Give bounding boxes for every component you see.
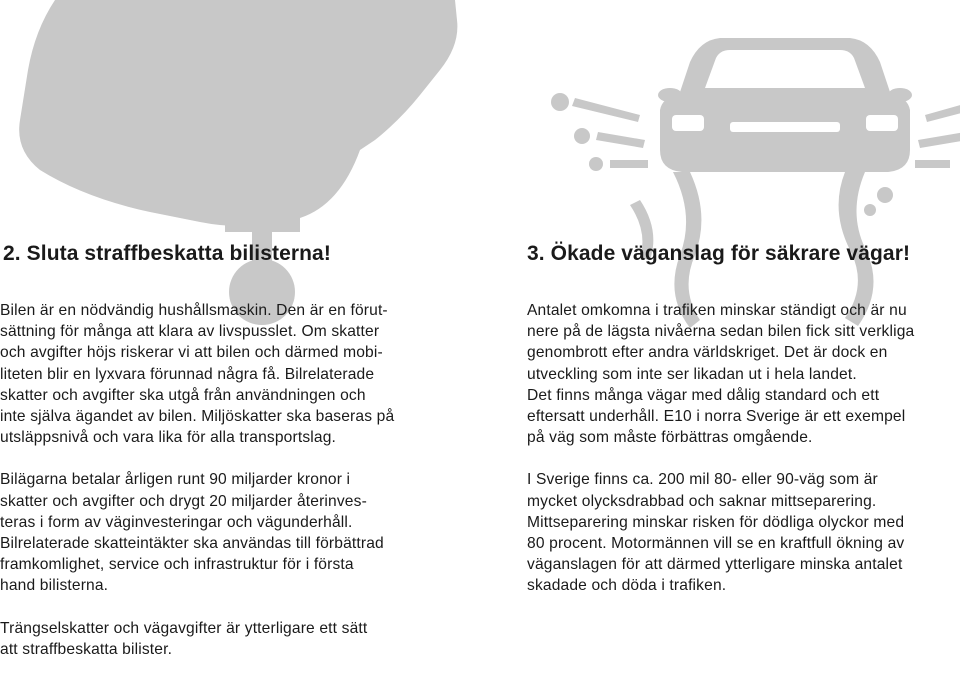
text-line: väganslagen för att därmed ytterligare minska antalet [527, 556, 903, 574]
paragraph [0, 469, 394, 596]
text-line: Det finns många vägar med dålig standard och ett [527, 386, 880, 404]
text-line: Bilrelaterade skatteintäkter ska användas till förbättrad [0, 535, 384, 553]
overturned-car-icon [19, 0, 457, 325]
text-line: skatter och avgifter ska utgå från användningen och [0, 386, 366, 404]
text-line: på väg som måste förbättras omgående. [527, 429, 813, 447]
text-line: sättning för många att klara av livspusslet. Om skatter [0, 323, 380, 341]
paragraph [527, 469, 914, 596]
section-body [0, 300, 394, 681]
text-line: genombrott efter andra världskriget. Det är dock en [527, 344, 888, 362]
paragraph [527, 300, 914, 448]
section-heading: 3. Ökade väganslag för säkrare vägar! [527, 242, 911, 265]
text-line: utveckling som inte ser likadan ut i hela landet. [527, 365, 857, 383]
section-right [527, 236, 957, 595]
text-line: 80 procent. Motormännen vill se en kraftfull ökning av [527, 535, 905, 553]
text-line: framkomlighet, service och infrastruktur för i första [0, 556, 354, 574]
text-line: Mittseparering minskar risken för dödliga olyckor med [527, 513, 905, 531]
text-line: och avgifter höjs riskerar vi att bilen och därmed mobi- [0, 344, 383, 362]
paragraph [0, 300, 394, 448]
text-line: att straffbeskatta bilister. [0, 640, 173, 658]
section-heading: 2. Sluta straffbeskatta bilisterna! [3, 242, 331, 265]
text-line: Trängselskatter och vägavgifter är ytterligare ett sätt [0, 619, 368, 637]
text-line: Antalet omkomna i trafiken minskar ständigt och är nu [527, 302, 907, 319]
skidding-car-icon [551, 38, 960, 328]
text-line: eftersatt underhåll. E10 i norra Sverige är ett exempel [527, 408, 906, 426]
text-line: mycket olycksdrabbad och saknar mittseparering. [527, 492, 877, 510]
text-line: hand bilisterna. [0, 577, 109, 595]
section-body [527, 300, 914, 618]
text-line: I Sverige finns ca. 200 mil 80- eller 90-väg som är [527, 471, 878, 489]
text-line: liteten blir en lyxvara förunnad några få. Bilrelaterade [0, 365, 375, 383]
text-line: utsläppsnivå och vara lika för alla transportslag. [0, 429, 337, 447]
text-line: nere på de lägsta nivåerna sedan bilen fick sitt verkliga [527, 323, 915, 341]
text-line: teras i form av väginvesteringar och vägunderhåll. [0, 513, 353, 531]
text-line: skatter och avgifter och drygt 20 miljarder återinves- [0, 492, 367, 510]
section-left [0, 236, 450, 658]
text-line: inte själva ägandet av bilen. Miljöskatter ska baseras på [0, 408, 395, 426]
text-line: Bilägarna betalar årligen runt 90 miljarder kronor i [0, 471, 351, 489]
text-line: skadade och döda i trafiken. [527, 577, 727, 595]
text-line: Bilen är en nödvändig hushållsmaskin. Den är en förut- [0, 302, 388, 319]
